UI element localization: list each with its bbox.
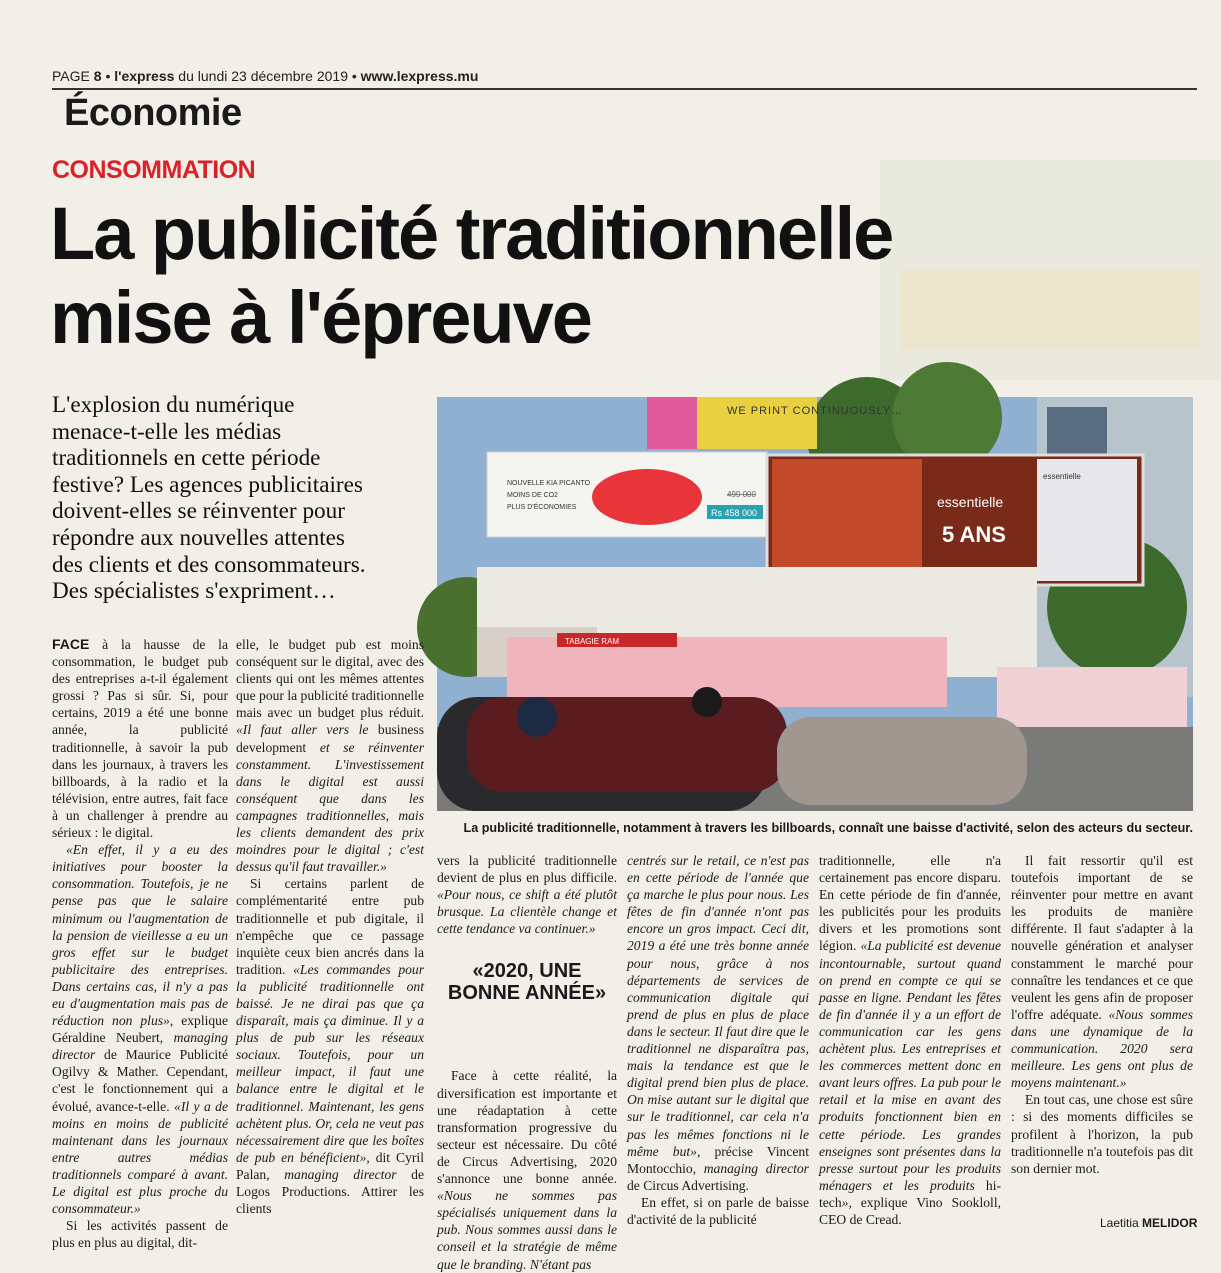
photo-credit: PHOTO D'ARCHIVES bbox=[428, 737, 434, 797]
top-billboard-text: WE PRINT CONTINUOUSLY… bbox=[727, 405, 904, 417]
article-column-4 bbox=[627, 852, 809, 1228]
quote-text: «Nous ne sommes pas spécialisés uniquement dans la pub. Nous sommes aussi dans le conseil et la stratégie de même que le branding. N'étant pas bbox=[437, 1188, 617, 1272]
author-last-name: MELIDOR bbox=[1142, 1216, 1198, 1230]
lead-line: L'explosion du numérique bbox=[52, 392, 295, 418]
quote-close: » bbox=[841, 1194, 849, 1210]
headline-line-1: La publicité traditionnelle bbox=[50, 192, 893, 275]
role-text: managing director bbox=[52, 1030, 228, 1063]
lead-line: des clients et des consommateurs. bbox=[52, 551, 366, 578]
essentielle-years: 5 ANS bbox=[942, 522, 1006, 547]
body-text: traditionnelle, elle n'a certainement pas encore disparu. En cette période de fin d'année, les publicités pour les produits divers et les promotions sont légion. bbox=[819, 853, 1001, 954]
body-text: , précise Vincent Montocchio, bbox=[627, 1143, 809, 1176]
body-text: Face à cette réalité, la diversification est importante et une réadaptation à cette transformation progressive du secteur est nécessaire. Du côté de Circus Advertising, 2020 s'annonce une bonne année. bbox=[437, 1068, 617, 1187]
essentielle-brand: essentielle bbox=[937, 494, 1004, 510]
article-column-5 bbox=[819, 852, 1001, 1228]
quote-text: «Nous sommes dans une dynamique de la communication. 2020 sera meilleure. Les gens ont plus de moyens maintenant.» bbox=[1011, 1006, 1193, 1091]
rubric-label: CONSOMMATION bbox=[52, 156, 256, 184]
lead-line: festive? Les agences publicitaires bbox=[52, 471, 363, 498]
header-rule bbox=[52, 88, 1197, 90]
quote-text: «En effet, il y a eu des initiatives pour booster la consommation. Toutefois, je ne pense pas que le salaire minimum ou l'augmentation de la pension de vieillesse a eu un gros effet sur le budget publicitaire des entreprises. Dans certains cas, il n'y a pas eu d'augmentation mais pas de réduction non plus» bbox=[52, 842, 228, 1029]
kia-line-3: PLUS D'ÉCONOMIES bbox=[507, 504, 577, 511]
kia-old-price: 499 000 bbox=[727, 490, 756, 499]
article-column-6 bbox=[1011, 852, 1193, 1177]
quote-text: «Il faut aller vers le bbox=[236, 722, 369, 738]
quote-text: «Les commandes pour la publicité traditionnelle ont baissé. Je ne dirai pas que ça disparaît, mais ça diminue. Il y a plus de pub sur les réseaux sociaux. Toutefois, pour un meilleur impact, il faut une balance entre le digital et le traditionnel. Maintenant, les gens achètent plus. Or, cela ne veut pas nécessairement dire que les boîtes de pub en bénéficient» bbox=[236, 961, 424, 1165]
headline bbox=[50, 192, 1050, 360]
quote-text: et se réinventer constamment. L'investissement dans le digital est aussi conséquent que dans les campagnes traditionnelles, mais les clients demandent des prix moindres pour le digital ; c'est dessus qu'il faut travailler.» bbox=[236, 739, 424, 875]
article-column-3 bbox=[437, 852, 617, 1273]
body-text: , explique Géraldine Neubert, bbox=[52, 1013, 228, 1046]
kia-price: Rs 458 000 bbox=[711, 508, 758, 518]
essentielle-brand-2: essentielle bbox=[1043, 472, 1081, 481]
drop-in-word: FACE bbox=[52, 636, 90, 652]
lead-line: doivent-elles se réinventer pour bbox=[52, 498, 345, 525]
role-text: managing director bbox=[703, 1160, 809, 1176]
article-column-1 bbox=[52, 636, 228, 1251]
author-first-name: Laetitia bbox=[1100, 1216, 1139, 1230]
headline-line-2: mise à l'épreuve bbox=[50, 276, 591, 359]
page-label: PAGE bbox=[52, 68, 90, 84]
quote-text: centrés sur le retail, ce n'est pas en cette période de l'année que ça marche le plus pour nous. Les fêtes de fin d'année n'ont pas encore un gros impact. Ceci dit, 2019 a été une très bonne année pour nous, grâce à nos départements de services de communication digitale qui prend de plus en plus de place dans le secteur. Il faut dire que le traditionnel ne disparaîtra pas, mais la tendance est que le digital prend bien plus de place. On mise autant sur le digital que sur le traditionnel, car cela n'a pas les mêmes fonctions ni le même but» bbox=[627, 853, 809, 1159]
body-text: En effet, si on parle de baisse d'activité de la publicité bbox=[627, 1194, 809, 1227]
lead-paragraph bbox=[52, 392, 432, 605]
byline bbox=[1100, 1216, 1197, 1230]
page-header: PAGE 8 • l'express du lundi 23 décembre 2019 • www.lexpress.mu bbox=[52, 68, 479, 84]
body-text: elle, le budget pub est moins conséquent sur le digital, avec des clients qui ont les mêmes attentes que pour la publicité traditionnelle mais avec un budget plus réduit. bbox=[236, 637, 424, 721]
body-text: business development bbox=[236, 722, 424, 755]
quote-text: «La publicité est devenue incontournable, surtout quand on prend en compte ce qui se passe en ligne. Pendant les fêtes de fin d'année il y a un effort de communication car les gens achètent plus. Les entreprises et les commerces mettent donc en avant leurs offres. La pub pour le retail et la mise en avant des produits fonctionnent bien en cette période. Les grandes enseignes sont présentes dans la presse surtout pour les produits ménagers et les produits bbox=[819, 938, 1001, 1193]
issue-date: du lundi 23 décembre 2019 bbox=[178, 68, 348, 84]
page-number: 8 bbox=[93, 68, 102, 84]
article-column-2 bbox=[236, 636, 424, 1217]
billboards-photo bbox=[428, 397, 1193, 811]
quote-text: «Pour nous, ce shift a été plutôt brusque. La clientèle change et cette tendance va continuer.» bbox=[437, 887, 617, 937]
photo-caption: La publicité traditionnelle, notamment à travers les billboards, connaît une baisse d'activité, selon des acteurs du secteur. bbox=[463, 821, 1193, 835]
body-text: , explique Vino Sookloll, CEO de Cread. bbox=[819, 1194, 1001, 1227]
lead-line: traditionnels en cette période bbox=[52, 445, 321, 472]
publication-name: l'express bbox=[114, 68, 175, 84]
body-text: de Circus Advertising. bbox=[627, 1177, 749, 1193]
photo-illustration bbox=[428, 397, 1193, 811]
body-text: de Maurice Publicité Ogilvy & Mather. Cependant, c'est le fonctionnement qui a évolué, avance-t-elle. bbox=[52, 1047, 228, 1114]
section-title: Économie bbox=[64, 92, 242, 134]
kia-line-2: MOINS DE CO2 bbox=[507, 492, 558, 499]
body-text: de Logos Productions. Attirer les clients bbox=[236, 1166, 424, 1217]
role-text: managing director bbox=[284, 1166, 397, 1182]
body-text: à la hausse de la consommation, le budget pub des entreprises a-t-il également grossi ? Pas si sûr. Si, pour certains, 2019 a été une bonne année, la publicité traditionnelle, à savoir la pub dans les journaux, à travers les billboards, à la radio et la télévision, entre autres, fait face à un challenger à prendre au sérieux : le digital. bbox=[52, 637, 228, 841]
body-text: Si certains parlent de complémentarité entre pub traditionnelle et pub digitale, il n'empêche que ce passage inquiète ceux bien ancrés dans la tradition. bbox=[236, 876, 424, 977]
body-text: vers la publicité traditionnelle devient de plus en plus difficile. bbox=[437, 853, 617, 886]
quote-text: «Il y a de moins en moins de publicité maintenant dans les journaux entre autres médias traditionnels comparé à avant. Le digital est plus proche du consommateur.» bbox=[52, 1098, 228, 1217]
shop-sign: TABAGIE RAM bbox=[565, 637, 620, 646]
car-icon bbox=[592, 469, 702, 525]
lead-line: menace-t-elle les médias bbox=[52, 418, 282, 445]
lead-line: répondre aux nouvelles attentes bbox=[52, 524, 345, 551]
body-text: Si les activités passent de plus en plus au digital, dit- bbox=[52, 1218, 228, 1251]
body-text: hi-tech bbox=[819, 1177, 1002, 1210]
kia-line-1: NOUVELLE KIA PICANTO bbox=[507, 480, 591, 487]
subheading: «2020, UNE BONNE ANNÉE» bbox=[447, 960, 607, 1004]
lead-line: Des spécialistes s'expriment… bbox=[52, 578, 336, 605]
body-text: , dit Cyril Palan, bbox=[236, 1149, 424, 1182]
website-link[interactable]: www.lexpress.mu bbox=[360, 68, 479, 84]
body-text: En tout cas, une chose est sûre : si des moments difficiles se profilent à l'horizon, la pub traditionnelle n'a toutefois pas dit son dernier mot. bbox=[1011, 1092, 1193, 1176]
body-text: Il fait ressortir qu'il est toutefois important de se réinventer pour mettre en avant les produits de manière différente. Il faut s'adapter à la nouvelle génération et analyser constamment le marché pour connaître les tendances et ce que veulent les gens afin de proposer l'offre adéquate. bbox=[1011, 853, 1193, 1022]
